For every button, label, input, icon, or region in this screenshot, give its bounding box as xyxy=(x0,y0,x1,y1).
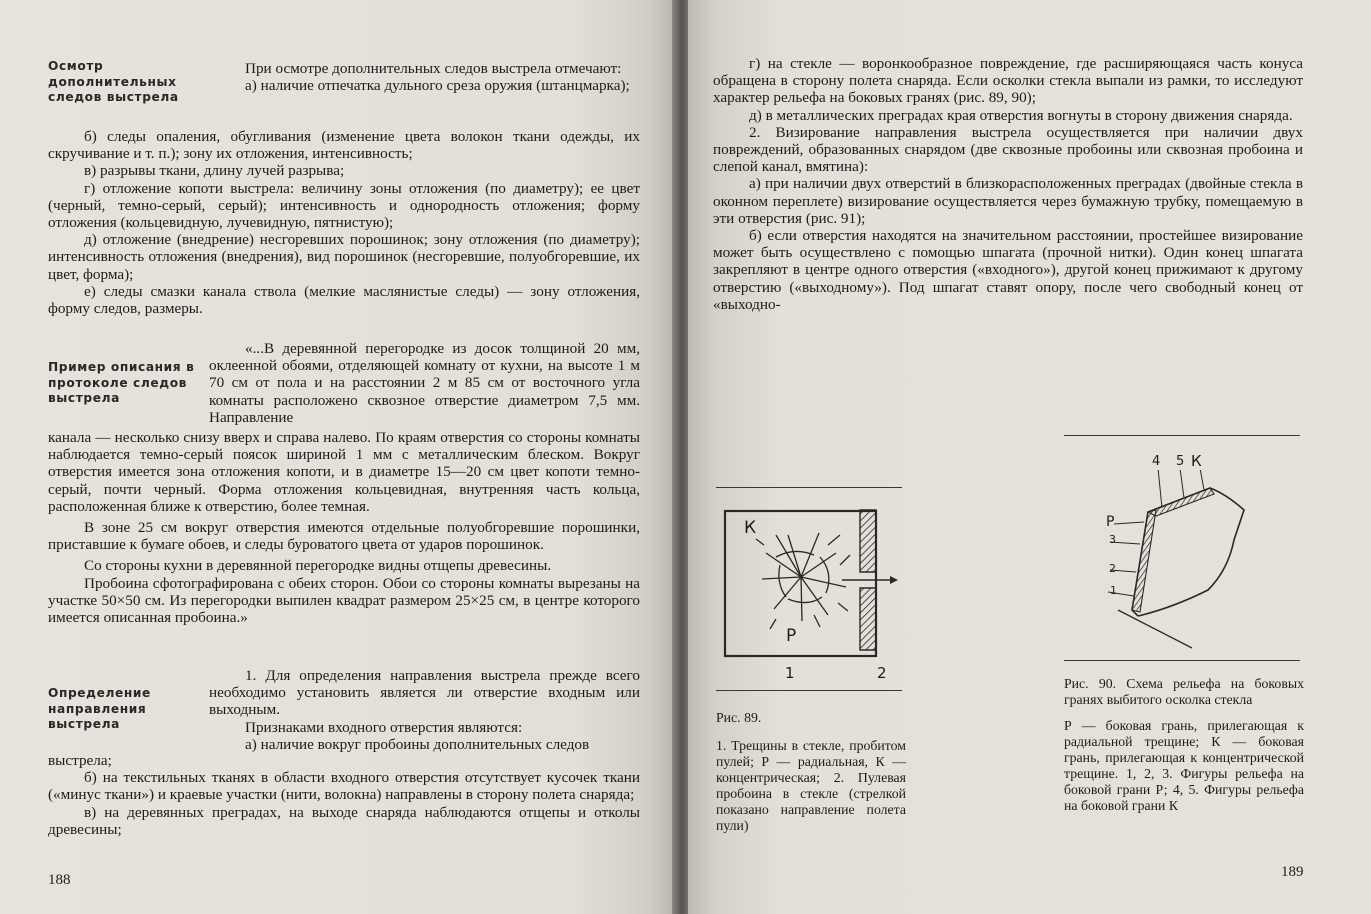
fig90-label-4: 4 xyxy=(1152,454,1161,469)
caption-text: Р — боковая грань, прилегающая к радиальной трещине; К — боковая грань, прилегающая к концентрической трещине. 1, 2, 3. Фигуры рельефа на боковой грани Р; 4, 5. Фигуры рельефа на боковой грани К xyxy=(1064,718,1304,813)
paragraph: б) если отверстия находятся на значительном расстоянии, простейшее визирование может быть осуществлено с помощью шпагата (прочной нитки). Один конец шпагата закрепляют в центре одного отверстия («входного»), другой конец прижимают к другому отверстию («выходному»). Под шпагат ставят опору, после чего свободный конец от «выходно- xyxy=(713,227,1303,313)
page-number-left: 188 xyxy=(48,872,71,888)
fig90-label-1: 1 xyxy=(1110,584,1117,597)
paragraph: Признаками входного отверстия являются: xyxy=(245,718,523,736)
fig90-label-p: Р xyxy=(1106,514,1115,530)
radial-edge-relief xyxy=(1132,510,1156,612)
paragraph: а) наличие вокруг пробоины дополнительных следов xyxy=(245,735,590,753)
leader-lines xyxy=(1108,470,1204,596)
paragraph: е) следы смазки канала ствола (мелкие маслянистые следы) — зону отложения, форму следов, размеры. xyxy=(48,282,640,318)
paragraph: б) на текстильных тканях в области входного отверстия отсутствует кусочек ткани («минус ткани») и краевые участки (нити, волокна) направлены в сторону полета снаряда; xyxy=(48,769,640,804)
text-block-entry-signs xyxy=(48,752,640,838)
paragraph: канала — несколько снизу вверх и справа налево. По краям отверстия со стороны комнаты наблюдается темно-серый поясок шириной 1 мм с металлическим блеском. Вокруг отверстия имеется зона отложения копоти, и в диаметре 15—20 см цвет копоти темно-серый, почти черный. Форма отложения кольцевидная, внутренняя часть кольца, расположенная ближе к отверстию, более темная. xyxy=(48,429,640,515)
page-number-right: 189 xyxy=(1281,864,1304,880)
paragraph: 2. Визирование направления выстрела осуществляется при наличии двух повреждений, образованных снарядом (две сквозные пробоины или сквозная пробоина и слепой канал, вмятина): xyxy=(713,123,1303,176)
text-block-protocol-start xyxy=(209,340,640,426)
figure-89-caption xyxy=(716,710,906,834)
caption-title: Рис. 89. xyxy=(716,710,762,725)
side-heading-protocol-example: Пример описания в протоколе следов выстрела xyxy=(48,360,195,405)
paragraph: в) на деревянных преградах, на выходе снаряда наблюдаются отщепы и отколы древесины; xyxy=(48,803,640,838)
paragraph: выстрела; xyxy=(48,752,112,769)
paragraph: Пробоина сфотографирована с обеих сторон. Обои со стороны комнаты вырезаны на участке 50×50 см. Из перегородки выпилен квадрат размером 25×25 см, в центре которого имеется описанная пробоина.» xyxy=(48,574,640,627)
paragraph: В зоне 25 см вокруг отверстия имеются отдельные полуобгоревшие порошинки, приставшие к бумаге обоев, и следы буроватого цвета от ударов порошинок. xyxy=(48,519,640,554)
side-heading-direction: Определение направления выстрела xyxy=(48,686,151,731)
paragraph: д) отложение (внедрение) несгоревших порошинок; зону отложения (по диаметру); интенсивность отложения (внедрения), вид порошинок (несгоревшие, полуобгоревшие, их цвет, форма); xyxy=(48,231,640,283)
paragraph: При осмотре дополнительных следов выстрела отмечают: xyxy=(245,60,622,77)
figure-89-top-rule xyxy=(716,487,902,488)
fig89-panel-number-1: 1 xyxy=(785,664,795,682)
paragraph: «...В деревянной перегородке из досок толщиной 20 мм, оклеенной обоями, отделяющей комнату от кухни, на высоте 1 м 70 см от пола и на расстоянии 2 м 85 см от восточного угла комнаты расположено сквозное отверстие диаметром 7,5 мм. Направление xyxy=(209,340,640,426)
left-page xyxy=(0,0,676,914)
text-block-direction xyxy=(209,667,640,753)
caption-text: 1. Трещины в стекле, пробитом пулей; Р — радиальная, К — концентрическая; 2. Пулевая пробоина в стекле (стрелкой показано направление полета пули) xyxy=(716,738,906,833)
figure-89-bottom-rule xyxy=(716,690,902,691)
paragraph: а) наличие отпечатка дульного среза оружия (штанцмарка); xyxy=(245,77,630,95)
fig90-label-3: 3 xyxy=(1109,533,1116,546)
fig89-label-p: Р xyxy=(786,626,797,646)
right-page xyxy=(688,0,1371,914)
concentric-edge-relief xyxy=(1148,488,1214,516)
figure-90-caption xyxy=(1064,676,1304,814)
side-heading-examination: Осмотр дополнительных следов выстрела xyxy=(48,59,179,104)
crack-lines xyxy=(756,533,850,629)
paragraph: г) отложение копоти выстрела: величину зоны отложения (по диаметру); ее цвет (черный, темно-серый, серый); интенсивность и однородность отложения; форму отложения (кольцевидную, лучевидную, пятнистую); xyxy=(48,179,640,232)
paragraph: в) разрывы ткани, длину лучей разрыва; xyxy=(84,162,345,180)
direction-line xyxy=(1118,610,1192,648)
text-block-protocol xyxy=(48,429,640,626)
figure-90-bottom-rule xyxy=(1064,660,1300,661)
fig90-label-2: 2 xyxy=(1109,562,1116,575)
paragraph: а) при наличии двух отверстий в близкорасположенных преградах (двойные стекла в оконном переплете) визирование осуществляется через бумажную трубку, помещаемую в эти отверстия (рис. 91); xyxy=(713,175,1303,227)
text-block-intro xyxy=(209,60,640,94)
paragraph: б) следы опаления, обугливания (изменение цвета волокон ткани одежды, их скручивание и т. п.); зону их отложения, интенсивность; xyxy=(48,128,640,163)
paragraph: г) на стекле — воронкообразное повреждение, где расширяющаяся часть конуса обращена в сторону полета снаряда. Если осколки стекла выпали из рамки, то исследуют характер рельефа на боковых гранях (рис. 89, 90); xyxy=(713,55,1303,107)
fig90-label-5: 5 xyxy=(1176,454,1185,469)
text-block-signs xyxy=(48,128,640,317)
text-block-right xyxy=(713,55,1303,313)
fig89-panel-number-2: 2 xyxy=(877,664,887,682)
caption-title: Рис. 90. Схема рельефа на боковых гранях выбитого осколка стекла xyxy=(1064,676,1304,707)
paragraph: Со стороны кухни в деревянной перегородке видны отщепы древесины. xyxy=(84,557,552,575)
figure-90-top-rule xyxy=(1064,435,1300,436)
paragraph: 1. Для определения направления выстрела прежде всего необходимо установить является ли отверстие входным или выходным. xyxy=(209,667,640,719)
fig89-label-k: К xyxy=(744,518,757,538)
paragraph: д) в металлических преградах края отверстия вогнуты в сторону движения снаряда. xyxy=(749,106,1293,124)
fig90-label-k: К xyxy=(1191,452,1202,470)
figure-90-drawing xyxy=(1088,470,1288,655)
